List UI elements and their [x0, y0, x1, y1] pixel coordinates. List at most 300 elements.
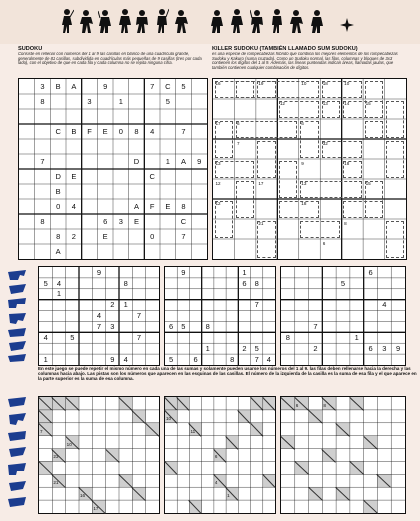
grid-cell[interactable]: [377, 321, 391, 332]
grid-cell[interactable]: [350, 343, 364, 354]
grid-cell[interactable]: [214, 311, 226, 322]
grid-cell[interactable]: [202, 354, 214, 365]
grid-cell[interactable]: 8: [205, 322, 210, 332]
grid-cell[interactable]: [177, 278, 189, 289]
grid-cell[interactable]: 2: [242, 343, 247, 353]
grid-cell[interactable]: 1: [123, 300, 128, 310]
grid-cell[interactable]: [19, 124, 35, 139]
grid-cell[interactable]: [160, 244, 176, 259]
grid-cell[interactable]: [350, 300, 364, 311]
grid-cell[interactable]: F: [149, 201, 155, 211]
grid-cell[interactable]: [39, 300, 52, 311]
grid-cell[interactable]: 7: [254, 300, 259, 310]
grid-cell[interactable]: [322, 354, 336, 365]
grid-cell[interactable]: 5: [165, 96, 170, 106]
grid-cell[interactable]: [364, 311, 378, 322]
grid-cell[interactable]: [35, 244, 51, 259]
grid-cell[interactable]: [191, 199, 207, 214]
grid-cell[interactable]: [66, 214, 82, 229]
grid-cell[interactable]: [19, 199, 35, 214]
grid-cell[interactable]: 4: [123, 354, 128, 364]
grid-cell[interactable]: [82, 199, 98, 214]
grid-cell[interactable]: [19, 154, 35, 169]
grid-cell[interactable]: [263, 289, 275, 300]
grid-cell[interactable]: [214, 278, 226, 289]
grid-cell[interactable]: [391, 332, 405, 343]
grid-cell[interactable]: D: [133, 156, 140, 166]
grid-cell[interactable]: B: [55, 81, 61, 91]
grid-cell[interactable]: 3: [382, 343, 387, 353]
grid-cell[interactable]: [50, 139, 66, 154]
grid-cell[interactable]: [82, 154, 98, 169]
grid-cell[interactable]: [39, 289, 52, 300]
grid-cell[interactable]: [281, 300, 295, 311]
grid-cell[interactable]: [113, 169, 129, 184]
grid-cell[interactable]: [281, 278, 295, 289]
grid-cell[interactable]: [295, 300, 309, 311]
grid-cell[interactable]: 6: [242, 278, 247, 288]
grid-cell[interactable]: [176, 169, 192, 184]
grid-cell[interactable]: 5: [43, 278, 48, 288]
grid-cell[interactable]: [322, 267, 336, 278]
grid-cell[interactable]: [295, 343, 309, 354]
grid-cell[interactable]: [364, 300, 378, 311]
grid-cell[interactable]: [160, 214, 176, 229]
grid-cell[interactable]: [295, 332, 309, 343]
grid-cell[interactable]: [92, 278, 105, 289]
grid-cell[interactable]: [202, 278, 214, 289]
grid-cell[interactable]: 3: [118, 216, 123, 226]
grid-cell[interactable]: [50, 94, 66, 109]
grid-cell[interactable]: [146, 321, 159, 332]
grid-cell[interactable]: [202, 300, 214, 311]
grid-cell[interactable]: [191, 94, 207, 109]
grid-cell[interactable]: [82, 139, 98, 154]
grid-cell[interactable]: [66, 267, 79, 278]
grid-cell[interactable]: [214, 332, 226, 343]
grid-cell[interactable]: 0: [118, 126, 123, 136]
grid-cell[interactable]: [113, 184, 129, 199]
grid-cell[interactable]: [132, 289, 145, 300]
grid-cell[interactable]: [97, 199, 113, 214]
grid-cell[interactable]: [106, 332, 119, 343]
grid-cell[interactable]: [191, 139, 207, 154]
grid-cell[interactable]: [144, 214, 160, 229]
grid-cell[interactable]: [263, 332, 275, 343]
grid-cell[interactable]: 7: [96, 322, 102, 332]
grid-cell[interactable]: [226, 267, 238, 278]
grid-cell[interactable]: [309, 300, 323, 311]
grid-cell[interactable]: [129, 244, 145, 259]
grid-cell[interactable]: 6: [103, 216, 108, 226]
grid-cell[interactable]: [263, 343, 275, 354]
grid-cell[interactable]: [322, 311, 336, 322]
grid-cell[interactable]: [106, 267, 119, 278]
grid-cell[interactable]: [281, 311, 295, 322]
grid-cell[interactable]: [97, 109, 113, 124]
grid-cell[interactable]: [66, 154, 82, 169]
grid-cell[interactable]: [79, 332, 92, 343]
grid-cell[interactable]: 7: [136, 333, 142, 343]
grid-cell[interactable]: [165, 267, 177, 278]
grid-cell[interactable]: [19, 184, 35, 199]
grid-cell[interactable]: [176, 139, 192, 154]
grid-cell[interactable]: [226, 300, 238, 311]
grid-cell[interactable]: [146, 300, 159, 311]
grid-cell[interactable]: 6: [193, 354, 198, 364]
grid-cell[interactable]: [177, 300, 189, 311]
grid-cell[interactable]: [113, 79, 129, 94]
grid-cell[interactable]: [189, 267, 201, 278]
grid-cell[interactable]: [160, 139, 176, 154]
grid-cell[interactable]: [322, 300, 336, 311]
grid-cell[interactable]: [238, 289, 250, 300]
grid-cell[interactable]: [52, 311, 65, 322]
grid-cell[interactable]: 0: [56, 201, 61, 211]
grid-cell[interactable]: [52, 354, 65, 365]
grid-cell[interactable]: [132, 321, 145, 332]
grid-cell[interactable]: [251, 321, 263, 332]
grid-cell[interactable]: 5: [181, 81, 186, 91]
grid-cell[interactable]: [66, 244, 82, 259]
grid-cell[interactable]: [113, 154, 129, 169]
grid-cell[interactable]: 9: [396, 343, 401, 353]
grid-cell[interactable]: [79, 321, 92, 332]
grid-cell[interactable]: [113, 229, 129, 244]
grid-cell[interactable]: 4: [382, 300, 387, 310]
grid-cell[interactable]: [82, 244, 98, 259]
grid-cell[interactable]: [281, 289, 295, 300]
grid-cell[interactable]: [377, 311, 391, 322]
grid-cell[interactable]: [144, 94, 160, 109]
grid-cell[interactable]: [92, 300, 105, 311]
grid-cell[interactable]: [214, 354, 226, 365]
grid-cell[interactable]: [377, 278, 391, 289]
grid-cell[interactable]: [39, 343, 52, 354]
grid-cell[interactable]: [144, 154, 160, 169]
grid-cell[interactable]: [336, 311, 350, 322]
grid-cell[interactable]: C: [149, 171, 155, 181]
grid-cell[interactable]: [238, 300, 250, 311]
grid-cell[interactable]: 2: [313, 343, 318, 353]
grid-cell[interactable]: [176, 109, 192, 124]
grid-cell[interactable]: [191, 79, 207, 94]
grid-cell[interactable]: [322, 289, 336, 300]
grid-cell[interactable]: [336, 289, 350, 300]
grid-cell[interactable]: [92, 343, 105, 354]
grid-cell[interactable]: [129, 94, 145, 109]
grid-cell[interactable]: [176, 244, 192, 259]
grid-cell[interactable]: [82, 169, 98, 184]
grid-cell[interactable]: [82, 184, 98, 199]
grid-cell[interactable]: [263, 300, 275, 311]
grid-cell[interactable]: [132, 354, 145, 365]
grid-cell[interactable]: [19, 214, 35, 229]
grid-cell[interactable]: [263, 311, 275, 322]
grid-cell[interactable]: [19, 169, 35, 184]
grid-cell[interactable]: [165, 289, 177, 300]
grid-cell[interactable]: [132, 343, 145, 354]
grid-cell[interactable]: 6: [368, 343, 373, 353]
grid-cell[interactable]: [251, 267, 263, 278]
grid-cell[interactable]: 2: [71, 231, 76, 241]
grid-cell[interactable]: [202, 267, 214, 278]
grid-cell[interactable]: [19, 244, 35, 259]
grid-cell[interactable]: F: [87, 126, 92, 136]
grid-cell[interactable]: [295, 267, 309, 278]
grid-cell[interactable]: [391, 354, 405, 365]
grid-cell[interactable]: [35, 139, 51, 154]
grid-cell[interactable]: 8: [181, 201, 186, 211]
grid-cell[interactable]: [79, 354, 92, 365]
grid-cell[interactable]: [119, 311, 132, 322]
grid-cell[interactable]: [50, 154, 66, 169]
grid-cell[interactable]: [364, 278, 378, 289]
grid-cell[interactable]: [309, 267, 323, 278]
grid-cell[interactable]: [295, 321, 309, 332]
grid-cell[interactable]: [377, 354, 391, 365]
grid-cell[interactable]: [226, 343, 238, 354]
grid-cell[interactable]: 8: [134, 126, 139, 136]
grid-cell[interactable]: [79, 311, 92, 322]
grid-cell[interactable]: 8: [40, 96, 45, 106]
grid-cell[interactable]: [129, 109, 145, 124]
grid-cell[interactable]: 4: [56, 278, 62, 288]
grid-cell[interactable]: [106, 289, 119, 300]
grid-cell[interactable]: [19, 79, 35, 94]
grid-cell[interactable]: [251, 332, 263, 343]
grid-cell[interactable]: 9: [110, 354, 115, 364]
grid-cell[interactable]: [52, 267, 65, 278]
grid-cell[interactable]: [189, 300, 201, 311]
grid-cell[interactable]: [295, 311, 309, 322]
grid-cell[interactable]: [146, 289, 159, 300]
grid-cell[interactable]: [35, 229, 51, 244]
grid-cell[interactable]: [39, 267, 52, 278]
grid-cell[interactable]: [377, 332, 391, 343]
grid-cell[interactable]: 8: [56, 231, 61, 241]
grid-cell[interactable]: 3: [40, 81, 45, 91]
grid-cell[interactable]: 1: [118, 96, 123, 106]
grid-cell[interactable]: [226, 289, 238, 300]
grid-cell[interactable]: [202, 332, 214, 343]
grid-cell[interactable]: [263, 267, 275, 278]
grid-cell[interactable]: A: [55, 246, 61, 256]
grid-cell[interactable]: [191, 184, 207, 199]
grid-cell[interactable]: [226, 278, 238, 289]
grid-cell[interactable]: [309, 289, 323, 300]
grid-cell[interactable]: 4: [266, 354, 271, 364]
grid-cell[interactable]: [336, 300, 350, 311]
grid-cell[interactable]: [189, 278, 201, 289]
grid-cell[interactable]: [146, 332, 159, 343]
grid-cell[interactable]: 5: [340, 278, 346, 288]
grid-cell[interactable]: [79, 278, 92, 289]
grid-cell[interactable]: [176, 94, 192, 109]
grid-cell[interactable]: [238, 354, 250, 365]
grid-cell[interactable]: [82, 79, 98, 94]
grid-cell[interactable]: [146, 343, 159, 354]
grid-cell[interactable]: 8: [285, 333, 290, 343]
grid-cell[interactable]: [165, 343, 177, 354]
grid-cell[interactable]: 4: [150, 126, 155, 136]
grid-cell[interactable]: 0: [150, 231, 155, 241]
grid-cell[interactable]: [66, 278, 79, 289]
grid-cell[interactable]: [263, 321, 275, 332]
grid-cell[interactable]: [39, 321, 52, 332]
grid-cell[interactable]: [82, 229, 98, 244]
grid-cell[interactable]: 1: [56, 289, 62, 299]
grid-cell[interactable]: 9: [96, 267, 102, 277]
grid-cell[interactable]: [119, 343, 132, 354]
grid-cell[interactable]: [309, 278, 323, 289]
grid-cell[interactable]: [350, 278, 364, 289]
grid-cell[interactable]: [309, 354, 323, 365]
grid-cell[interactable]: [92, 332, 105, 343]
grid-cell[interactable]: [165, 311, 177, 322]
grid-cell[interactable]: [144, 139, 160, 154]
grid-cell[interactable]: [336, 267, 350, 278]
grid-cell[interactable]: 5: [70, 333, 75, 343]
grid-cell[interactable]: [189, 343, 201, 354]
grid-cell[interactable]: [364, 354, 378, 365]
grid-cell[interactable]: [35, 184, 51, 199]
grid-cell[interactable]: 7: [181, 231, 186, 241]
grid-cell[interactable]: [391, 267, 405, 278]
grid-cell[interactable]: [144, 244, 160, 259]
grid-cell[interactable]: [79, 300, 92, 311]
grid-cell[interactable]: [119, 332, 132, 343]
grid-cell[interactable]: A: [180, 156, 186, 166]
grid-cell[interactable]: [97, 169, 113, 184]
grid-cell[interactable]: [66, 94, 82, 109]
grid-cell[interactable]: [202, 289, 214, 300]
grid-cell[interactable]: [165, 300, 177, 311]
grid-cell[interactable]: 8: [40, 216, 45, 226]
grid-cell[interactable]: [165, 278, 177, 289]
grid-cell[interactable]: [66, 184, 82, 199]
grid-cell[interactable]: 4: [96, 311, 102, 321]
grid-cell[interactable]: [132, 267, 145, 278]
grid-cell[interactable]: [322, 343, 336, 354]
grid-cell[interactable]: [113, 199, 129, 214]
grid-cell[interactable]: 6: [169, 322, 174, 332]
grid-cell[interactable]: [214, 300, 226, 311]
grid-cell[interactable]: [226, 321, 238, 332]
grid-cell[interactable]: [52, 300, 65, 311]
grid-cell[interactable]: A: [133, 201, 139, 211]
grid-cell[interactable]: [113, 244, 129, 259]
grid-cell[interactable]: C: [180, 216, 187, 226]
grid-cell[interactable]: [364, 321, 378, 332]
grid-cell[interactable]: D: [55, 171, 61, 181]
grid-cell[interactable]: C: [165, 81, 171, 91]
grid-cell[interactable]: 8: [254, 278, 259, 288]
grid-cell[interactable]: 8: [230, 354, 235, 364]
grid-cell[interactable]: [350, 354, 364, 365]
grid-cell[interactable]: [97, 154, 113, 169]
grid-cell[interactable]: [177, 311, 189, 322]
grid-cell[interactable]: 9: [197, 156, 202, 166]
grid-cell[interactable]: [238, 321, 250, 332]
grid-cell[interactable]: [191, 244, 207, 259]
grid-cell[interactable]: [309, 311, 323, 322]
grid-cell[interactable]: [66, 300, 79, 311]
grid-cell[interactable]: [97, 139, 113, 154]
grid-cell[interactable]: [66, 289, 79, 300]
grid-cell[interactable]: [97, 244, 113, 259]
grid-cell[interactable]: [177, 343, 189, 354]
grid-cell[interactable]: [350, 267, 364, 278]
grid-cell[interactable]: [295, 278, 309, 289]
grid-cell[interactable]: E: [102, 231, 108, 241]
grid-cell[interactable]: [19, 139, 35, 154]
grid-cell[interactable]: 7: [313, 322, 318, 332]
grid-cell[interactable]: 9: [181, 267, 186, 277]
grid-cell[interactable]: [79, 267, 92, 278]
grid-cell[interactable]: [160, 169, 176, 184]
grid-cell[interactable]: [50, 214, 66, 229]
grid-cell[interactable]: [52, 321, 65, 332]
grid-cell[interactable]: [106, 311, 119, 322]
grid-cell[interactable]: [336, 354, 350, 365]
grid-cell[interactable]: [129, 184, 145, 199]
grid-cell[interactable]: [336, 332, 350, 343]
grid-cell[interactable]: [295, 354, 309, 365]
grid-cell[interactable]: [214, 343, 226, 354]
grid-cell[interactable]: 1: [242, 267, 247, 277]
grid-cell[interactable]: [35, 199, 51, 214]
grid-cell[interactable]: 2: [110, 300, 115, 310]
grid-cell[interactable]: [106, 278, 119, 289]
grid-cell[interactable]: 4: [71, 201, 76, 211]
grid-cell[interactable]: [226, 332, 238, 343]
grid-cell[interactable]: [129, 169, 145, 184]
grid-cell[interactable]: 5: [181, 322, 186, 332]
grid-cell[interactable]: [350, 321, 364, 332]
grid-cell[interactable]: 7: [136, 311, 142, 321]
grid-cell[interactable]: [160, 184, 176, 199]
grid-cell[interactable]: 7: [181, 126, 186, 136]
grid-cell[interactable]: [281, 267, 295, 278]
grid-cell[interactable]: [144, 184, 160, 199]
grid-cell[interactable]: [281, 321, 295, 332]
grid-cell[interactable]: A: [71, 81, 77, 91]
grid-cell[interactable]: [263, 278, 275, 289]
grid-cell[interactable]: [364, 332, 378, 343]
grid-cell[interactable]: [322, 278, 336, 289]
grid-cell[interactable]: 3: [87, 96, 92, 106]
grid-cell[interactable]: [66, 139, 82, 154]
grid-cell[interactable]: [191, 169, 207, 184]
grid-cell[interactable]: [52, 343, 65, 354]
grid-cell[interactable]: E: [102, 126, 108, 136]
grid-cell[interactable]: E: [165, 201, 171, 211]
grid-cell[interactable]: [160, 229, 176, 244]
grid-cell[interactable]: [97, 94, 113, 109]
grid-cell[interactable]: [66, 321, 79, 332]
grid-cell[interactable]: [146, 267, 159, 278]
grid-cell[interactable]: [226, 311, 238, 322]
grid-cell[interactable]: [39, 311, 52, 322]
grid-cell[interactable]: [391, 321, 405, 332]
grid-cell[interactable]: [214, 289, 226, 300]
grid-cell[interactable]: [92, 354, 105, 365]
grid-cell[interactable]: [189, 289, 201, 300]
grid-cell[interactable]: [350, 311, 364, 322]
grid-cell[interactable]: [251, 311, 263, 322]
grid-cell[interactable]: [82, 214, 98, 229]
